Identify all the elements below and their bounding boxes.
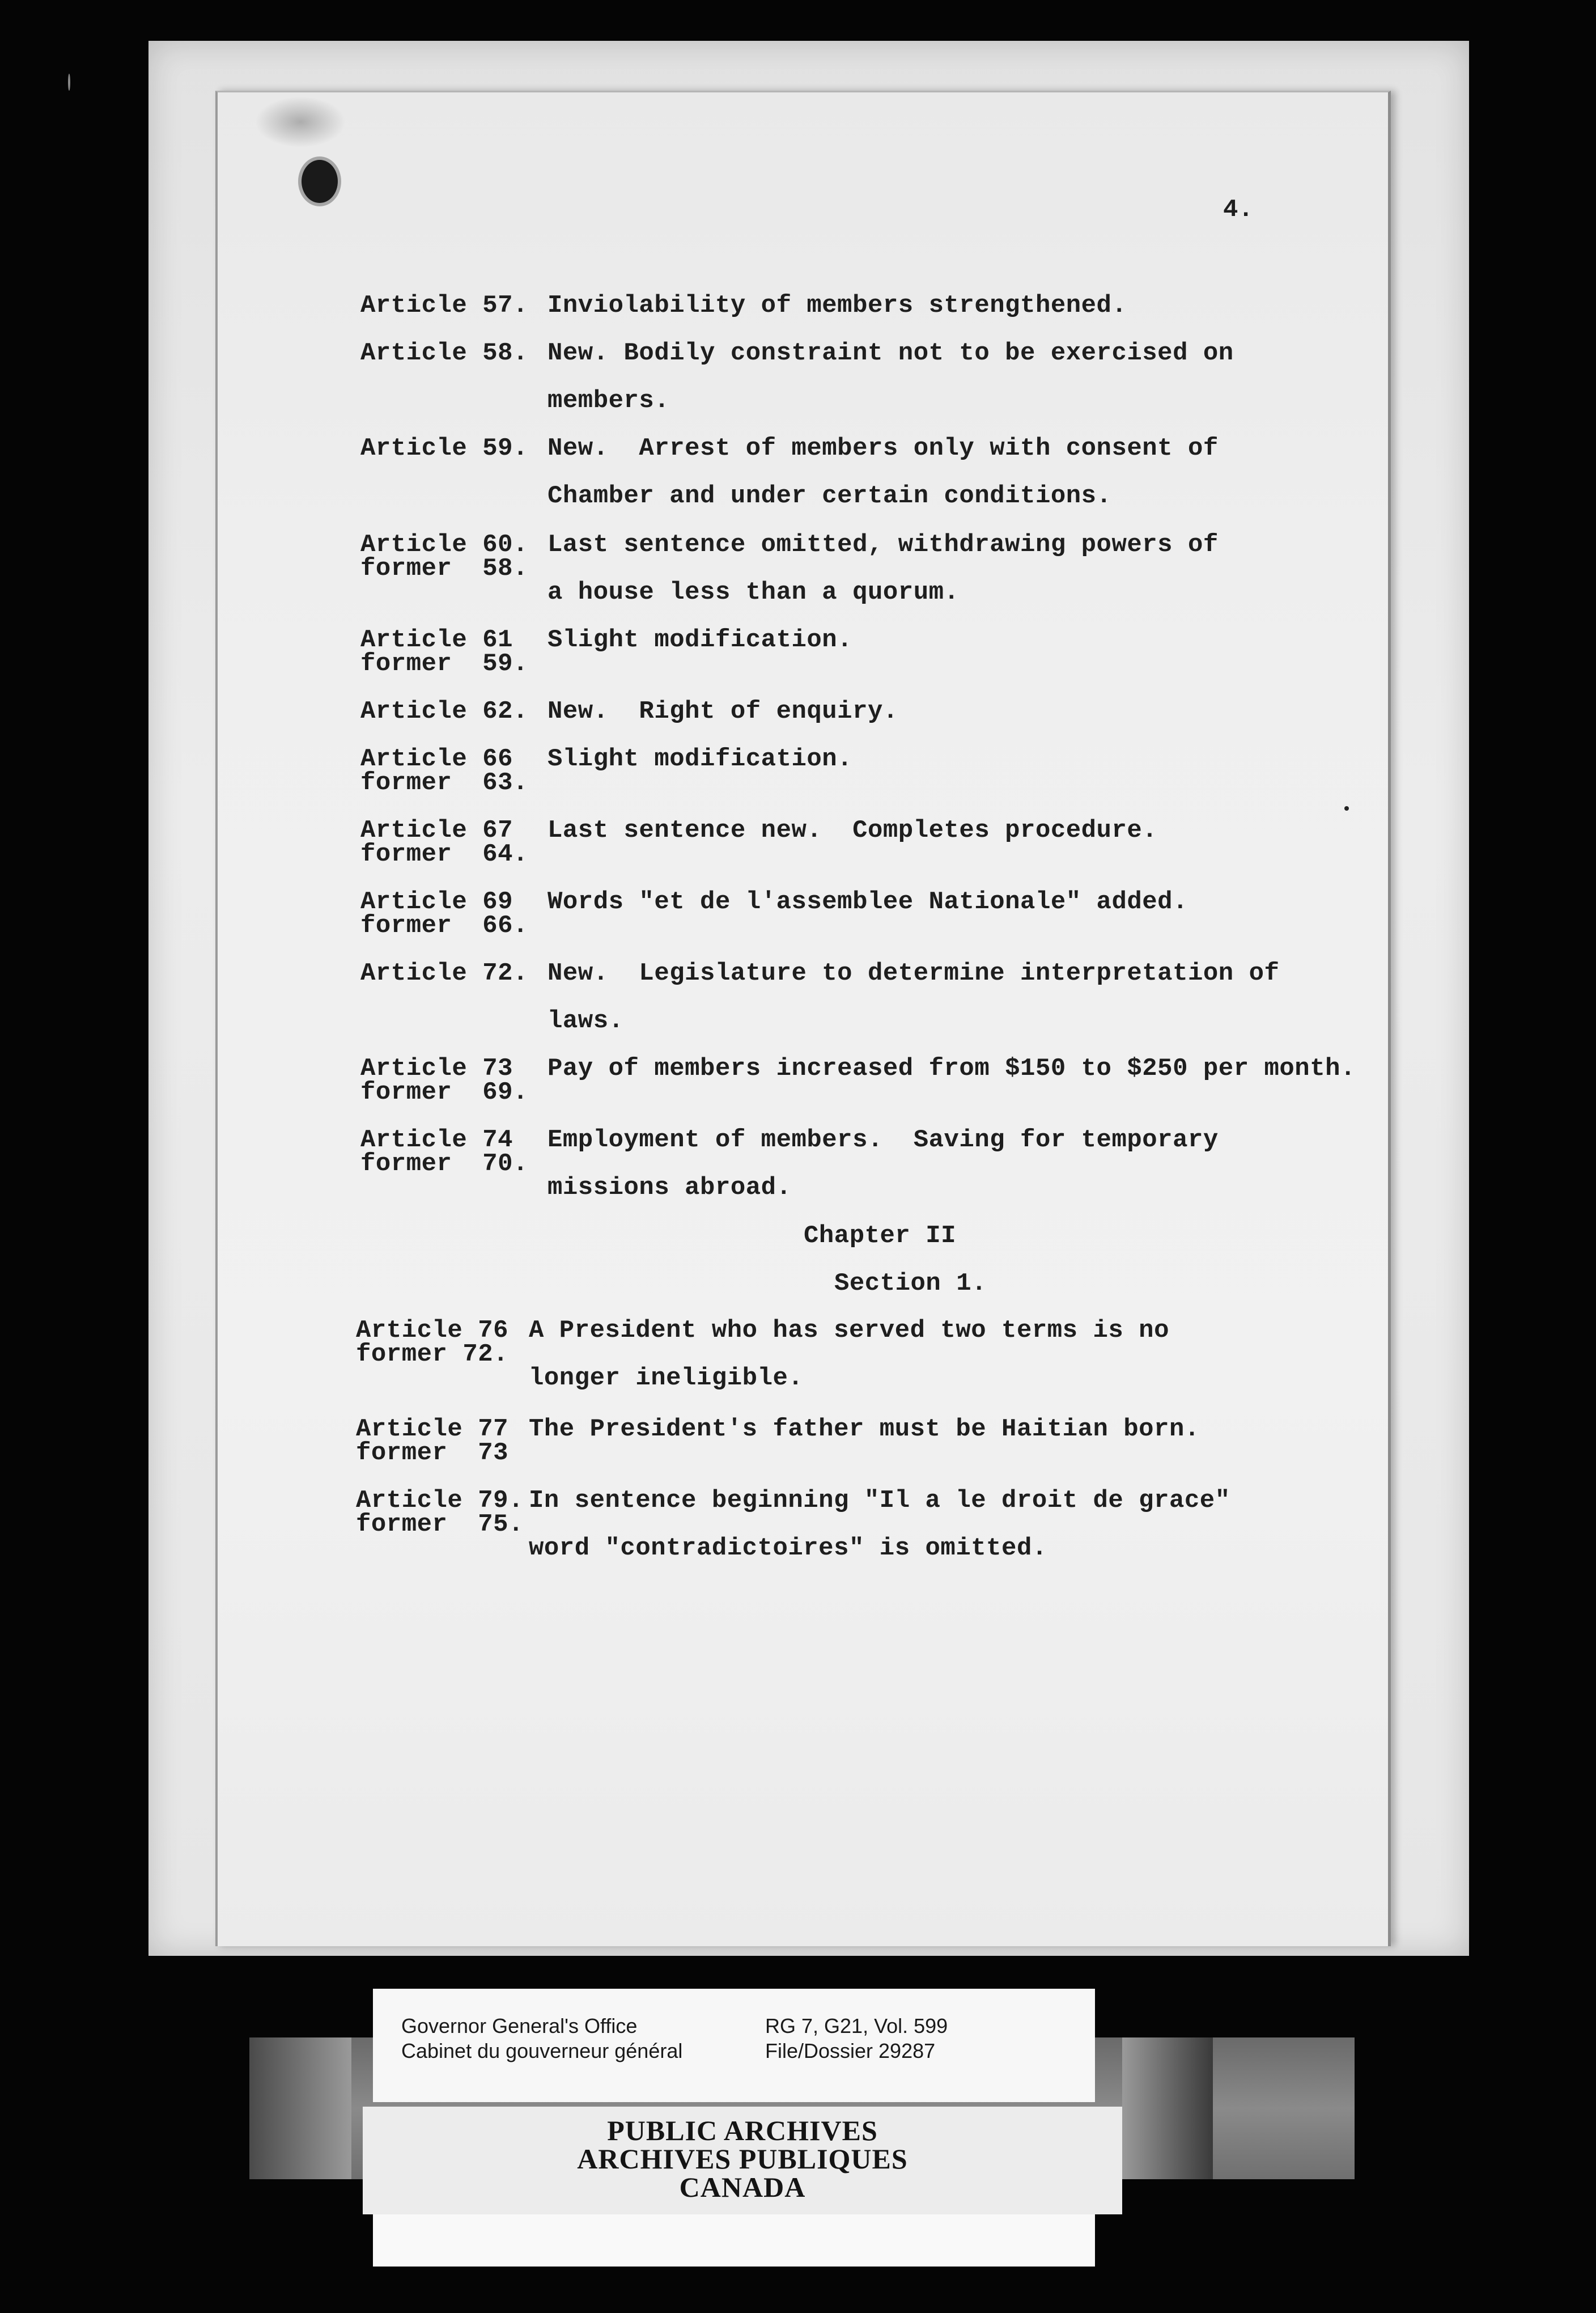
entry-ref-former: former 63. [360, 769, 528, 797]
entry-ref: Article 59. [360, 434, 528, 463]
entry-ref: Article 62. [360, 697, 528, 726]
entry-desc: In sentence beginning "Il a le droit de grace" [529, 1486, 1230, 1515]
office-english: Governor General's Office [401, 2014, 638, 2037]
entry-desc: New. Bodily constraint not to be exercised on [547, 339, 1234, 367]
entry-desc-cont: a house less than a quorum. [547, 578, 960, 607]
public-archives-stamp [363, 2107, 1122, 2214]
entry-desc: New. Right of enquiry. [547, 697, 898, 726]
chapter-heading: Chapter II [804, 1222, 957, 1250]
entry-article-79 [356, 1486, 1433, 1659]
entry-desc: New. Legislature to determine interpretation of [547, 959, 1280, 988]
entry-desc-cont: longer ineligible. [529, 1364, 804, 1392]
entry-ref-former: former 59. [360, 650, 528, 678]
entry-desc: Last sentence omitted, withdrawing powers of [547, 531, 1219, 559]
entry-ref-former: former 70. [360, 1150, 528, 1178]
entry-ref: Article 66 [360, 745, 513, 773]
entry-desc: Employment of members. Saving for temporary [547, 1126, 1219, 1154]
entry-desc-cont: Chamber and under certain conditions. [547, 482, 1112, 510]
entry-desc: Slight modification. [547, 626, 853, 654]
entry-desc-cont: laws. [547, 1007, 624, 1035]
entry-ref: Article 76 [356, 1316, 509, 1345]
dust-speck [1344, 806, 1349, 811]
entry-ref-former: former 66. [360, 912, 528, 940]
entry-desc-cont: members. [547, 387, 670, 415]
punch-hole [302, 160, 338, 203]
entry-desc: Words "et de l'assemblee Nationale" added. [547, 888, 1188, 916]
entry-ref-former: former 72. [356, 1340, 509, 1369]
entry-desc-cont: missions abroad. [547, 1174, 792, 1202]
section-heading: Section 1. [834, 1269, 987, 1298]
entry-ref-former: former 64. [360, 840, 528, 869]
file-number: File/Dossier 29287 [765, 2039, 936, 2062]
entry-ref: Article 79. [356, 1486, 524, 1515]
entry-ref-former: former 69. [360, 1078, 528, 1107]
archive-label-card [373, 1989, 1095, 2102]
entry-desc: The President's father must be Haitian born. [529, 1415, 1200, 1443]
entry-desc: New. Arrest of members only with consent of [547, 434, 1219, 463]
entry-desc: Slight modification. [547, 745, 853, 773]
stamp-line-french: ARCHIVES PUBLIQUES [577, 2143, 908, 2175]
entry-desc: Last sentence new. Completes procedure. [547, 816, 1158, 845]
entry-ref: Article 60. [360, 531, 528, 559]
entry-ref: Article 67 [360, 816, 513, 845]
entry-ref-former: former 58. [360, 554, 528, 583]
entry-ref-former: former 75. [356, 1510, 524, 1539]
stamp-right-tab [1122, 2037, 1213, 2179]
corner-smudge [255, 96, 346, 147]
entry-desc: Pay of members increased from $150 to $250 per month. [547, 1054, 1356, 1083]
entry-ref-former: former 73 [356, 1439, 509, 1467]
entry-desc-cont: word "contradictoires" is omitted. [529, 1534, 1047, 1562]
entry-ref: Article 61 [360, 626, 513, 654]
stamp-line-country: CANADA [679, 2171, 806, 2203]
entry-desc: A President who has served two terms is no [529, 1316, 1169, 1345]
record-group-reference: RG 7, G21, Vol. 599 [765, 2014, 948, 2037]
entry-ref: Article 72. [360, 959, 528, 988]
entry-ref: Article 73 [360, 1054, 513, 1083]
bottom-label-strip [373, 2214, 1095, 2267]
entry-ref: Article 74 [360, 1126, 513, 1154]
office-french: Cabinet du gouverneur général [401, 2039, 683, 2062]
entry-ref: Article 58. [360, 339, 528, 367]
stamp-left-tab [249, 2037, 351, 2179]
entry-ref: Article 69 [360, 888, 513, 916]
dust-speck [68, 74, 70, 91]
stamp-line-english: PUBLIC ARCHIVES [607, 2115, 878, 2146]
page-number: 4. [1223, 196, 1254, 224]
entry-ref: Article 77 [356, 1415, 509, 1443]
entry-desc: Inviolability of members strengthened. [547, 291, 1127, 320]
entry-ref: Article 57. [360, 291, 528, 320]
